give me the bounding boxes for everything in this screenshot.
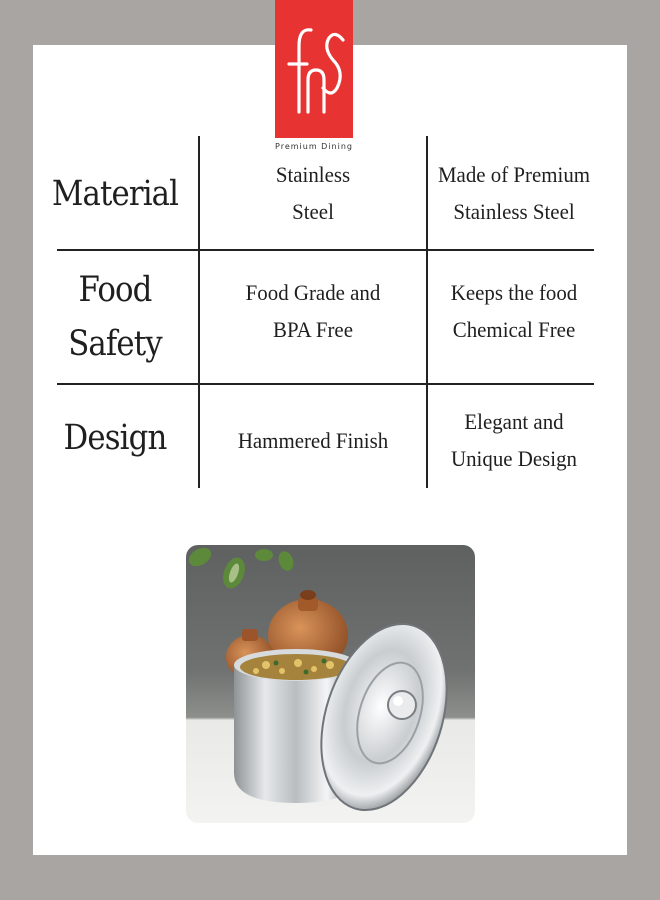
feature-value-food-safety-1: Food Grade and BPA Free: [245, 280, 381, 342]
feature-label-design: Design: [63, 417, 167, 458]
feature-value-food-safety-2: Keeps the food Chemical Free: [450, 280, 578, 342]
grid-divider-vertical-2: [426, 136, 428, 488]
feature-value-design-2: Elegant and Unique Design: [451, 409, 577, 471]
grid-divider-horizontal-2: [57, 383, 594, 385]
grid-divider-horizontal-1: [57, 249, 594, 251]
fns-logo-icon: [275, 14, 353, 124]
product-photo: [186, 545, 475, 823]
feature-value-material-1: Stainless Steel: [275, 162, 351, 224]
brand-logo: [275, 0, 353, 138]
feature-label-material: Material: [51, 173, 179, 214]
stainless-steel-pot-with-lid-icon: [186, 545, 475, 823]
brand-tagline: Premium Dining: [275, 142, 353, 151]
feature-value-material-2: Made of Premium Stainless Steel: [437, 162, 591, 224]
feature-label-food-safety: Food Safety: [68, 269, 162, 364]
feature-value-design-1: Hammered Finish: [237, 427, 389, 453]
grid-divider-vertical-1: [198, 136, 200, 488]
